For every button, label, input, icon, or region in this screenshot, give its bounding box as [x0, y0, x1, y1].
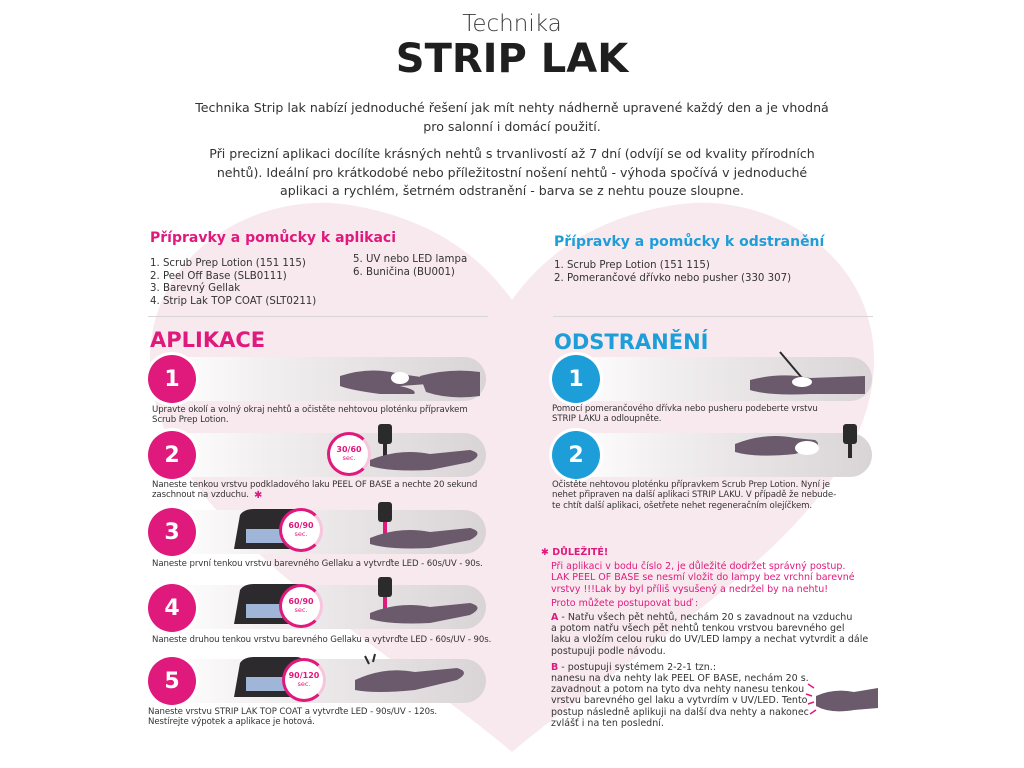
timer-value: 60/90	[288, 597, 314, 606]
option-line: zavadnout a potom na tyto dva nehty nanesu tenkou	[551, 684, 805, 696]
caption-line: nehet připraven na další aplikaci STRIP LAKU. V případě že nebude-	[552, 490, 837, 501]
list-item: 6. Buničina (BU001)	[353, 266, 455, 278]
list-item: 2. Pomerančové dřívko nebo pusher (330 307)	[554, 272, 792, 284]
step-caption	[148, 707, 437, 728]
step-number-badge: 5	[148, 657, 196, 705]
timer-badge	[279, 508, 323, 552]
list-item: 1. Scrub Prep Lotion (151 115)	[150, 258, 306, 269]
asterisk-icon: ✱	[254, 490, 263, 501]
step-caption	[552, 480, 836, 511]
hand-icon	[345, 650, 485, 706]
list-item: 4. Strip Lak TOP COAT (SLT0211)	[150, 295, 317, 307]
warning-line: vrstvy !!!Lak by byl příliš vysušený a nedržel by na nehtu!	[551, 583, 829, 595]
hand-with-polish-icon	[360, 420, 485, 476]
caption-line: Naneste první tenkou vrstvu barevného Gellaku a vytvrďte LED - 60s/UV - 90s.	[152, 559, 483, 569]
apply-supplies-list-2	[353, 254, 467, 279]
divider	[148, 316, 488, 317]
step-number-badge: 2	[552, 431, 600, 479]
caption-line: STRIP LAKU a odloupněte.	[552, 414, 662, 425]
option-b-label: B	[551, 661, 559, 673]
proto-line: Proto můžete postupovat buď :	[551, 597, 699, 609]
hand-with-polish-icon	[360, 573, 485, 629]
caption-line: Pomocí pomerančového dřívka nebo pusheru podeberte vrstvu	[552, 404, 818, 414]
option-b-first	[551, 662, 868, 673]
step-caption	[152, 559, 483, 569]
timer-unit: sec.	[342, 454, 356, 462]
warning-line: Při aplikaci v bodu číslo 2, je důležité dodržet správný postup.	[551, 561, 846, 573]
important-heading-row	[541, 547, 868, 558]
hand-icon	[330, 356, 480, 402]
step-number-badge: 4	[148, 584, 196, 632]
hand-with-polish-icon	[725, 420, 871, 476]
caption-line: te chtít další aplikaci, ošetřete nehet regeneračním olejíčkem.	[552, 500, 813, 511]
important-warning	[551, 561, 868, 595]
step-number-badge: 1	[148, 355, 196, 403]
apply-supplies-heading: Přípravky a pomůcky k aplikaci	[150, 230, 397, 246]
timer-value: 60/90	[288, 521, 314, 530]
remove-supplies-heading: Přípravky a pomůcky k odstranění	[554, 234, 825, 250]
removal-heading: ODSTRANĚNÍ	[554, 330, 709, 354]
option-line: laku a vložím celou ruku do UV/LED lampy a nechat vytvrdit a dále	[551, 634, 869, 646]
remove-supplies-list	[554, 260, 791, 285]
step-number-badge: 1	[552, 355, 600, 403]
step-caption	[152, 635, 491, 645]
caption-line: zaschnout na vzduchu.	[152, 490, 249, 501]
hand-with-pusher-icon	[740, 348, 870, 402]
timer-unit: sec.	[294, 606, 308, 614]
list-item: 1. Scrub Prep Lotion (151 115)	[554, 260, 710, 271]
option-line: nanesu na dva nehty lak PEEL OF BASE, nechám 20 s.	[551, 673, 809, 685]
divider	[553, 316, 873, 317]
hand-with-polish-icon	[360, 498, 485, 554]
important-heading: DŮLEŽITÉ!	[552, 547, 609, 558]
timer-value: 90/120	[288, 671, 320, 680]
caption-line: Scrub Prep Lotion.	[152, 415, 229, 426]
timer-badge	[282, 658, 326, 702]
caption-line: Naneste vrstvu STRIP LAK TOP COAT a vytvrďte LED - 90s/UV - 120s.	[148, 707, 437, 717]
timer-unit: sec.	[297, 680, 311, 688]
apply-supplies-list	[150, 258, 316, 308]
timer-unit: sec.	[294, 530, 308, 538]
option-line: postupuji podle návodu.	[551, 645, 666, 657]
option-line: a potom natřu všech pět nehtů tenkou vrstvou barevného gel	[551, 623, 845, 635]
option-a-first	[551, 612, 868, 623]
option-line: - postupuji systémem 2-2-1 tzn.:	[558, 661, 717, 673]
asterisk-icon: ✱	[541, 547, 549, 558]
option-line: - Natřu všech pět nehtů, nechám 20 s zavadnout na vzduchu	[558, 612, 853, 624]
list-item: 2. Peel Off Base (SLB0111)	[150, 270, 287, 282]
option-a	[551, 612, 868, 657]
caption-line: Upravte okolí a volný okraj nehtů a očistěte nehtovou ploténku přípravkem	[152, 405, 468, 415]
hand-icon	[804, 676, 880, 722]
application-heading: APLIKACE	[150, 328, 266, 352]
timer-value: 30/60	[336, 445, 362, 454]
option-line: zvlášť i na ten poslední.	[551, 717, 664, 729]
warning-line: LAK PEEL OF BASE se nesmí vložit do lampy bez vrchní barevné	[551, 572, 855, 584]
step-number-badge: 3	[148, 508, 196, 556]
option-a-label: A	[551, 612, 559, 624]
page-title: STRIP LAK	[395, 36, 629, 82]
caption-line: Naneste druhou tenkou vrstvu barevného Gellaku a vytvrďte LED - 60s/UV - 90s.	[152, 635, 492, 645]
caption-line: Očistěte nehtovou ploténku přípravkem Scrub Prep Lotion. Nyní je	[552, 480, 830, 490]
list-item: 3. Barevný Gellak	[150, 283, 241, 294]
caption-line: Nestírejte výpotek a aplikace je hotová.	[148, 717, 315, 728]
step-number-badge: 2	[148, 431, 196, 479]
list-item: 5. UV nebo LED lampa	[353, 254, 468, 265]
timer-badge	[279, 584, 323, 628]
intro-paragraph-1: Technika Strip lak nabízí jednoduché řešení jak mít nehty nádherně upravené každý den a je vhodná pro salonní i domácí použití.	[195, 100, 829, 134]
caption-line: Naneste tenkou vrstvu podkladového laku PEEL OF BASE a nechte 20 sekund	[152, 480, 478, 490]
timer-badge	[327, 432, 371, 476]
header-subtitle: Technika	[462, 11, 562, 37]
intro-paragraph-2: Při precizní aplikaci docílíte krásných nehtů s trvanlivostí až 7 dní (odvíjí se od kvality přírodních nehtů). Ideální pro krátkodobé nebo příležitostní nošení nehtů - výhoda spočívá v jednoduché aplikaci a rychlém, šetrném odstranění - barva se z nehtu pouze sloupne.	[209, 146, 815, 198]
option-line: postup následně aplikuji na další dva nehty a nakonec	[551, 706, 809, 718]
option-line: vrstvu barevného gel laku a vytvrdím v UV/LED. Tento	[551, 695, 808, 707]
